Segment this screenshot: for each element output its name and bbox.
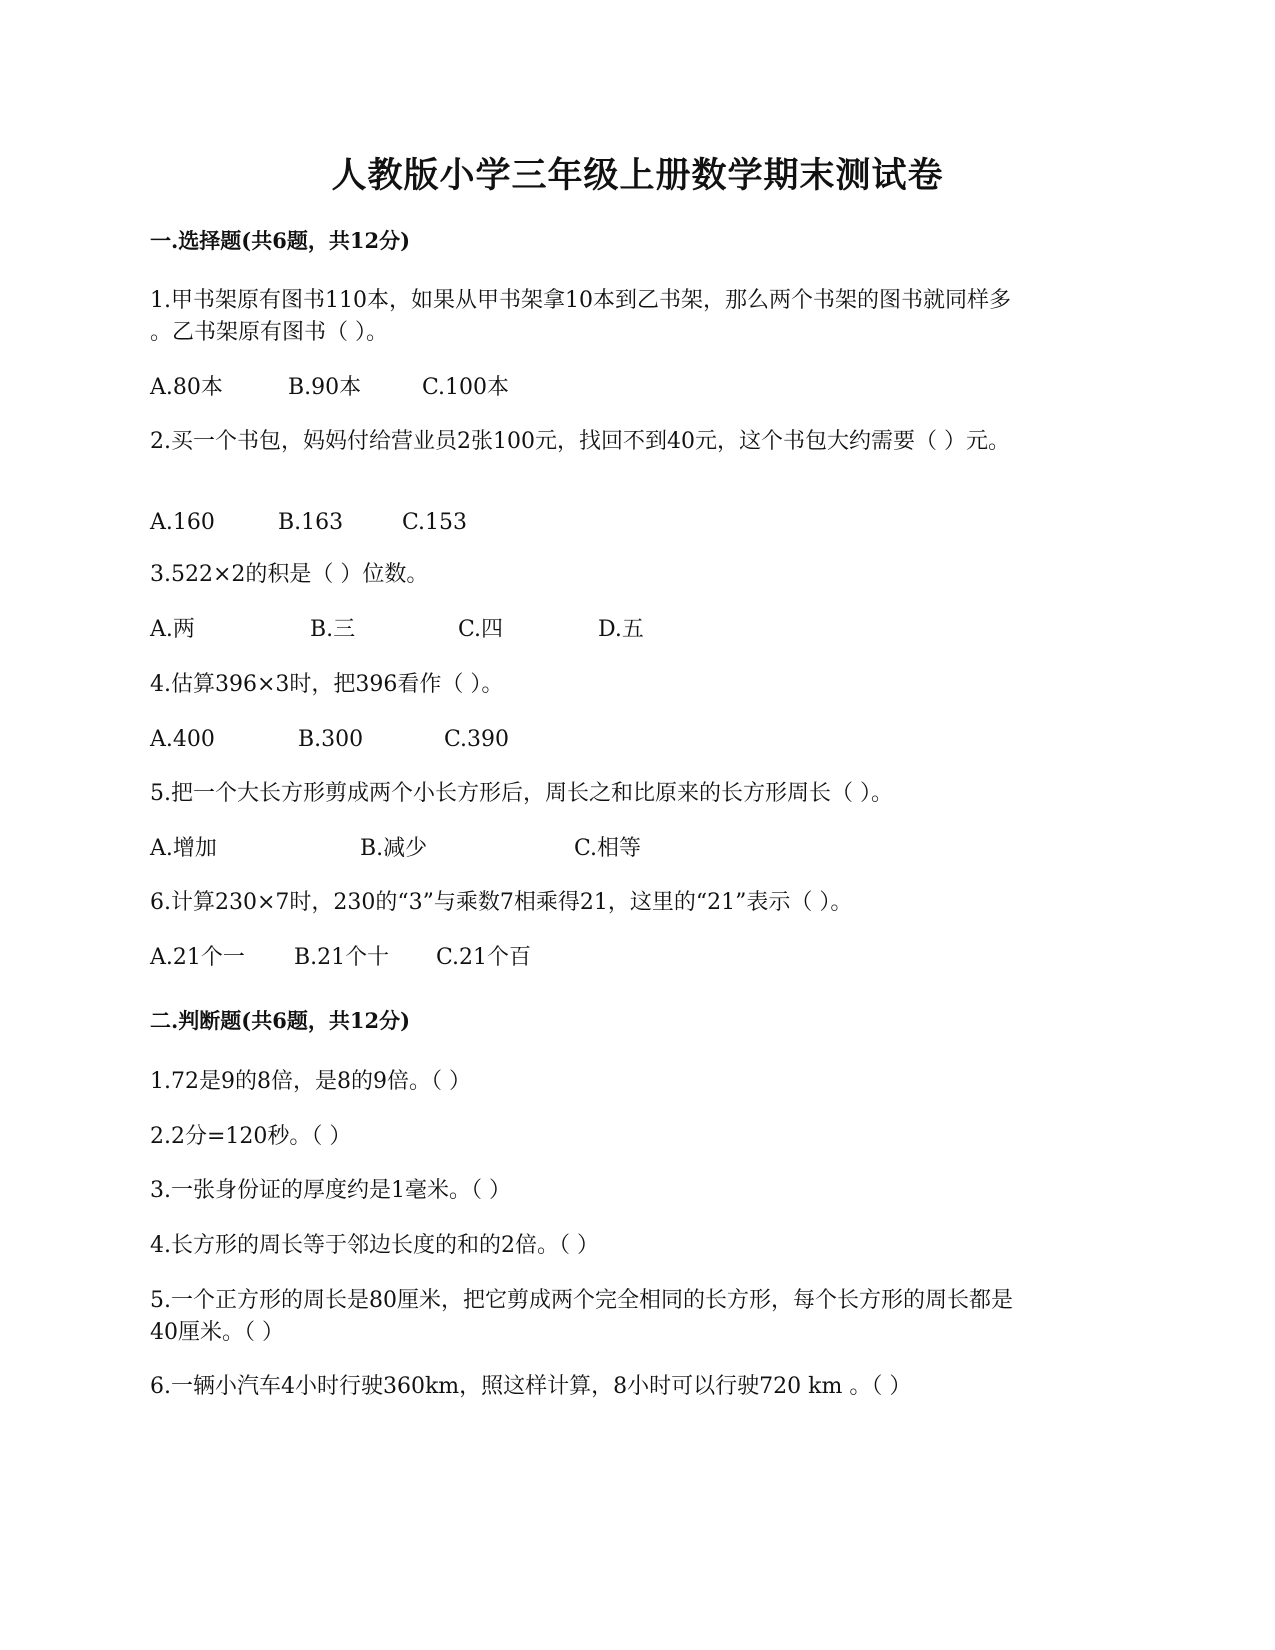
option-c: C.153 <box>402 510 468 535</box>
option-b: B.减少 <box>360 836 428 861</box>
option-c: C.四 <box>458 617 504 642</box>
option-c: C.390 <box>444 727 510 752</box>
page-title: 人教版小学三年级上册数学期末测试卷 <box>331 155 944 196</box>
option-a: A.80本 <box>150 375 223 400</box>
question-text: 。乙书架原有图书（ ）。 <box>150 320 388 345</box>
option-b: B.21个十 <box>294 945 390 970</box>
option-b: B.三 <box>310 617 356 642</box>
option-a: A.160 <box>150 510 215 535</box>
question-text: 1.甲书架原有图书110本，如果从甲书架拿10本到乙书架，那么两个书架的图书就同样多 <box>150 288 1011 313</box>
question-text: 2.2分=120秒。（ ） <box>150 1124 352 1149</box>
option-a: A.两 <box>150 617 195 642</box>
question-text: 40厘米。（ ） <box>150 1320 284 1345</box>
section-heading-judgment: 二.判断题(共6题，共12分) <box>150 1008 411 1033</box>
option-b: B.90本 <box>288 375 362 400</box>
section-heading-choice: 一.选择题(共6题，共12分) <box>150 228 411 253</box>
question-text: 5.一个正方形的周长是80厘米，把它剪成两个完全相同的长方形，每个长方形的周长都是 <box>150 1288 1013 1313</box>
option-d: D.五 <box>598 617 644 642</box>
option-c: C.21个百 <box>436 945 532 970</box>
question-text: 1.72是9的8倍，是8的9倍。（ ） <box>150 1069 471 1094</box>
option-c: C.100本 <box>422 375 510 400</box>
question-text: 6.一辆小汽车4小时行驶360km，照这样计算，8小时可以行驶720 km 。（ ） <box>150 1374 912 1399</box>
question-text: 4.估算396×3时，把396看作（ ）。 <box>150 672 504 697</box>
question-text: 5.把一个大长方形剪成两个小长方形后，周长之和比原来的长方形周长（ ）。 <box>150 781 893 806</box>
option-a: A.21个一 <box>150 945 245 970</box>
option-b: B.300 <box>298 727 364 752</box>
option-c: C.相等 <box>574 836 642 861</box>
question-text: 6.计算230×7时，230的“3”与乘数7相乘得21，这里的“21”表示（ ）。 <box>150 890 853 915</box>
option-a: A.400 <box>150 727 215 752</box>
option-b: B.163 <box>278 510 344 535</box>
option-a: A.增加 <box>150 836 217 861</box>
question-text: 3.一张身份证的厚度约是1毫米。（ ） <box>150 1178 511 1203</box>
question-text: 4.长方形的周长等于邻边长度的和的2倍。（ ） <box>150 1233 599 1258</box>
question-text: 3.522×2的积是（ ）位数。 <box>150 562 429 587</box>
question-text: 2.买一个书包，妈妈付给营业员2张100元，找回不到40元，这个书包大约需要（ ）元。 <box>150 429 1010 454</box>
